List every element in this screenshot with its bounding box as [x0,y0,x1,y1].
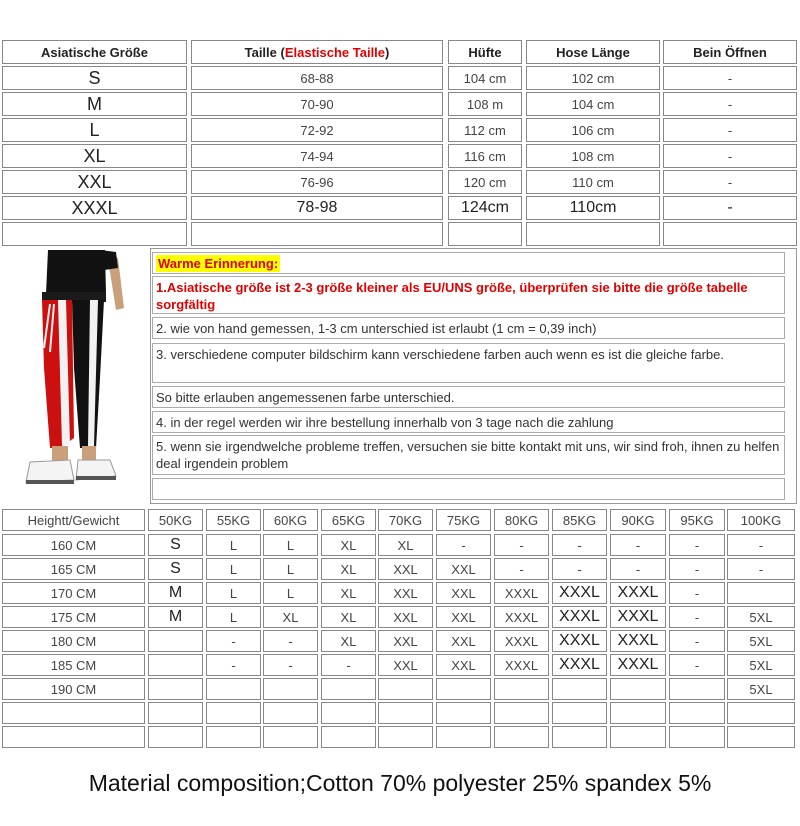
header-hip: Hüfte [448,40,522,64]
size-cell-hip: 104 cm [448,66,522,90]
size-recommendation-cell: L [263,534,318,556]
weight-header-70kg: 70KG [378,509,433,531]
size-recommendation-cell: XL [321,606,376,628]
size-cell-hip: 120 cm [448,170,522,194]
weight-header-75kg: 75KG [436,509,491,531]
size-recommendation-cell: XXL [378,558,433,580]
size-recommendation-cell: - [669,558,725,580]
size-cell-size: L [2,118,187,142]
weight-empty-cell [552,702,607,724]
header-leg-opening: Bein Öffnen [663,40,797,64]
size-recommendation-cell: XL [263,606,318,628]
size-recommendation-cell: - [206,654,261,676]
size-recommendation-cell: M [148,582,203,604]
size-recommendation-cell: XXXL [610,606,666,628]
weight-empty-cell [727,726,795,748]
size-recommendation-cell [148,630,203,652]
size-recommendation-cell: - [669,582,725,604]
size-recommendation-cell: S [148,534,203,556]
size-cell-hip: 124cm [448,196,522,220]
size-recommendation-cell: L [206,606,261,628]
weight-header-85kg: 85KG [552,509,607,531]
size-cell-waist: 76-96 [191,170,443,194]
size-recommendation-cell: - [669,630,725,652]
size-recommendation-cell: XXXL [494,606,549,628]
reminder-item: 3. verschiedene computer bildschirm kann verschiedene farben auch wenn es ist die gleiche farbe. [152,343,785,383]
weight-header-90kg: 90KG [610,509,666,531]
weight-empty-cell [494,726,549,748]
weight-header-100kg: 100KG [727,509,795,531]
weight-empty-cell [148,726,203,748]
size-recommendation-cell: - [669,606,725,628]
size-cell-leg: - [663,118,797,142]
size-cell-waist: 70-90 [191,92,443,116]
header-waist-prefix: Taille ( [244,44,285,60]
reminder-item: 4. in der regel werden wir ihre bestellung innerhalb von 3 tage nach die zahlung [152,411,785,433]
size-recommendation-cell: XXXL [610,582,666,604]
weight-header-55kg: 55KG [206,509,261,531]
weight-header-label: Heightt/Gewicht [2,509,145,531]
size-cell-size: S [2,66,187,90]
size-cell-leg: - [663,92,797,116]
reminder-item: 2. wie von hand gemessen, 1-3 cm unterschied ist erlaubt (1 cm = 0,39 inch) [152,317,785,339]
size-cell-length: 104 cm [526,92,660,116]
size-recommendation-cell: XL [321,558,376,580]
header-waist-elastic: Elastische Taille [284,44,386,60]
size-recommendation-cell: L [206,558,261,580]
size-recommendation-cell: XXL [436,654,491,676]
size-recommendation-cell: M [148,606,203,628]
size-cell-empty [2,222,187,246]
weight-empty-cell [321,702,376,724]
size-recommendation-cell: L [206,534,261,556]
reminder-item: 5. wenn sie irgendwelche probleme treffen, versuchen sie bitte kontakt mit uns, wir sind froh, ihnen zu helfen deal irgendein problem [152,435,785,475]
size-recommendation-cell: XL [321,534,376,556]
weight-empty-cell [436,726,491,748]
weight-header-50kg: 50KG [148,509,203,531]
size-recommendation-cell: XXXL [552,654,607,676]
weight-empty-cell [206,702,261,724]
size-recommendation-cell: XXL [436,582,491,604]
size-cell-length: 102 cm [526,66,660,90]
size-recommendation-cell: - [669,654,725,676]
weight-empty-cell [436,702,491,724]
size-recommendation-cell: XXXL [610,630,666,652]
size-recommendation-cell: - [494,558,549,580]
size-cell-empty [526,222,660,246]
size-recommendation-cell: 5XL [727,654,795,676]
weight-header-95kg: 95KG [669,509,725,531]
size-cell-waist: 68-88 [191,66,443,90]
size-cell-waist: 74-94 [191,144,443,168]
size-recommendation-cell [610,678,666,700]
size-cell-hip: 112 cm [448,118,522,142]
size-recommendation-cell [552,678,607,700]
size-recommendation-cell: - [610,558,666,580]
size-recommendation-cell: XXL [378,582,433,604]
size-recommendation-cell: XXXL [552,582,607,604]
size-recommendation-cell: 5XL [727,630,795,652]
height-label: 170 CM [2,582,145,604]
reminder-item: So bitte erlauben angemessenen farbe unterschied. [152,386,785,408]
size-recommendation-cell: - [552,534,607,556]
size-recommendation-cell: - [727,558,795,580]
size-cell-length: 108 cm [526,144,660,168]
weight-empty-cell [321,726,376,748]
height-label: 190 CM [2,678,145,700]
size-recommendation-cell: - [727,534,795,556]
header-waist-suffix: ) [385,44,390,60]
size-cell-size: M [2,92,187,116]
size-recommendation-cell: XXL [378,630,433,652]
weight-empty-cell [727,702,795,724]
material-composition: Material composition;Cotton 70% polyester 25% spandex 5% [88,770,712,796]
weight-header-80kg: 80KG [494,509,549,531]
size-recommendation-cell: XXXL [552,630,607,652]
size-cell-waist: 78-98 [191,196,443,220]
reminder-empty-row [152,478,785,500]
size-recommendation-cell: - [494,534,549,556]
size-recommendation-cell: - [436,534,491,556]
size-cell-size: XXXL [2,196,187,220]
size-recommendation-cell: L [263,582,318,604]
size-recommendation-cell: - [552,558,607,580]
size-recommendation-cell [263,678,318,700]
size-recommendation-cell [321,678,376,700]
weight-empty-cell [610,702,666,724]
size-recommendation-cell [727,582,795,604]
size-recommendation-cell: L [263,558,318,580]
weight-empty-cell [206,726,261,748]
size-cell-waist: 72-92 [191,118,443,142]
weight-empty-cell [2,726,145,748]
size-cell-length: 110 cm [526,170,660,194]
size-cell-leg: - [663,144,797,168]
size-recommendation-cell: S [148,558,203,580]
weight-header-65kg: 65KG [321,509,376,531]
weight-empty-cell [148,702,203,724]
size-cell-size: XXL [2,170,187,194]
size-recommendation-cell [669,678,725,700]
size-recommendation-cell [436,678,491,700]
size-recommendation-cell: XXXL [610,654,666,676]
size-recommendation-cell: XL [321,582,376,604]
size-recommendation-cell: XXL [436,558,491,580]
height-label: 175 CM [2,606,145,628]
reminder-title-row [152,252,785,274]
height-label: 165 CM [2,558,145,580]
size-cell-hip: 116 cm [448,144,522,168]
weight-empty-cell [2,702,145,724]
size-recommendation-cell: XXXL [552,606,607,628]
size-recommendation-cell: - [610,534,666,556]
size-recommendation-cell: - [263,630,318,652]
size-recommendation-cell: 5XL [727,678,795,700]
weight-empty-cell [494,702,549,724]
size-recommendation-cell: XXL [436,630,491,652]
product-photo [0,248,150,504]
size-recommendation-cell: - [321,654,376,676]
weight-empty-cell [669,702,725,724]
size-recommendation-cell: L [206,582,261,604]
weight-empty-cell [552,726,607,748]
size-recommendation-cell: XXL [378,606,433,628]
height-label: 160 CM [2,534,145,556]
weight-empty-cell [610,726,666,748]
size-recommendation-cell: XL [321,630,376,652]
size-recommendation-cell [148,654,203,676]
size-recommendation-cell [378,678,433,700]
size-cell-empty [448,222,522,246]
size-cell-length: 110cm [526,196,660,220]
size-cell-hip: 108 m [448,92,522,116]
weight-empty-cell [263,726,318,748]
size-recommendation-cell [206,678,261,700]
size-recommendation-cell: XXL [378,654,433,676]
weight-empty-cell [669,726,725,748]
size-recommendation-cell: - [206,630,261,652]
size-recommendation-cell: XXXL [494,582,549,604]
size-cell-length: 106 cm [526,118,660,142]
size-recommendation-cell: 5XL [727,606,795,628]
size-recommendation-cell [148,678,203,700]
weight-header-60kg: 60KG [263,509,318,531]
size-cell-empty [663,222,797,246]
size-recommendation-cell: XXXL [494,654,549,676]
size-cell-empty [191,222,443,246]
reminder-item: 1.Asiatische größe ist 2-3 größe kleiner als EU/UNS größe, überprüfen sie bitte die größe tabelle sorgfältig [152,276,785,314]
weight-empty-cell [263,702,318,724]
size-recommendation-cell: XL [378,534,433,556]
size-recommendation-cell: - [263,654,318,676]
size-cell-size: XL [2,144,187,168]
size-recommendation-cell: - [669,534,725,556]
size-recommendation-cell: XXXL [494,630,549,652]
height-label: 180 CM [2,630,145,652]
size-cell-leg: - [663,170,797,194]
weight-empty-cell [378,726,433,748]
size-recommendation-cell: XXL [436,606,491,628]
header-waist [191,40,443,64]
size-cell-leg: - [663,66,797,90]
header-length: Hose Länge [526,40,660,64]
reminder-title: Warme Erinnerung: [158,256,279,271]
weight-empty-cell [378,702,433,724]
height-label: 185 CM [2,654,145,676]
header-size: Asiatische Größe [2,40,187,64]
size-cell-leg: - [663,196,797,220]
size-recommendation-cell [494,678,549,700]
